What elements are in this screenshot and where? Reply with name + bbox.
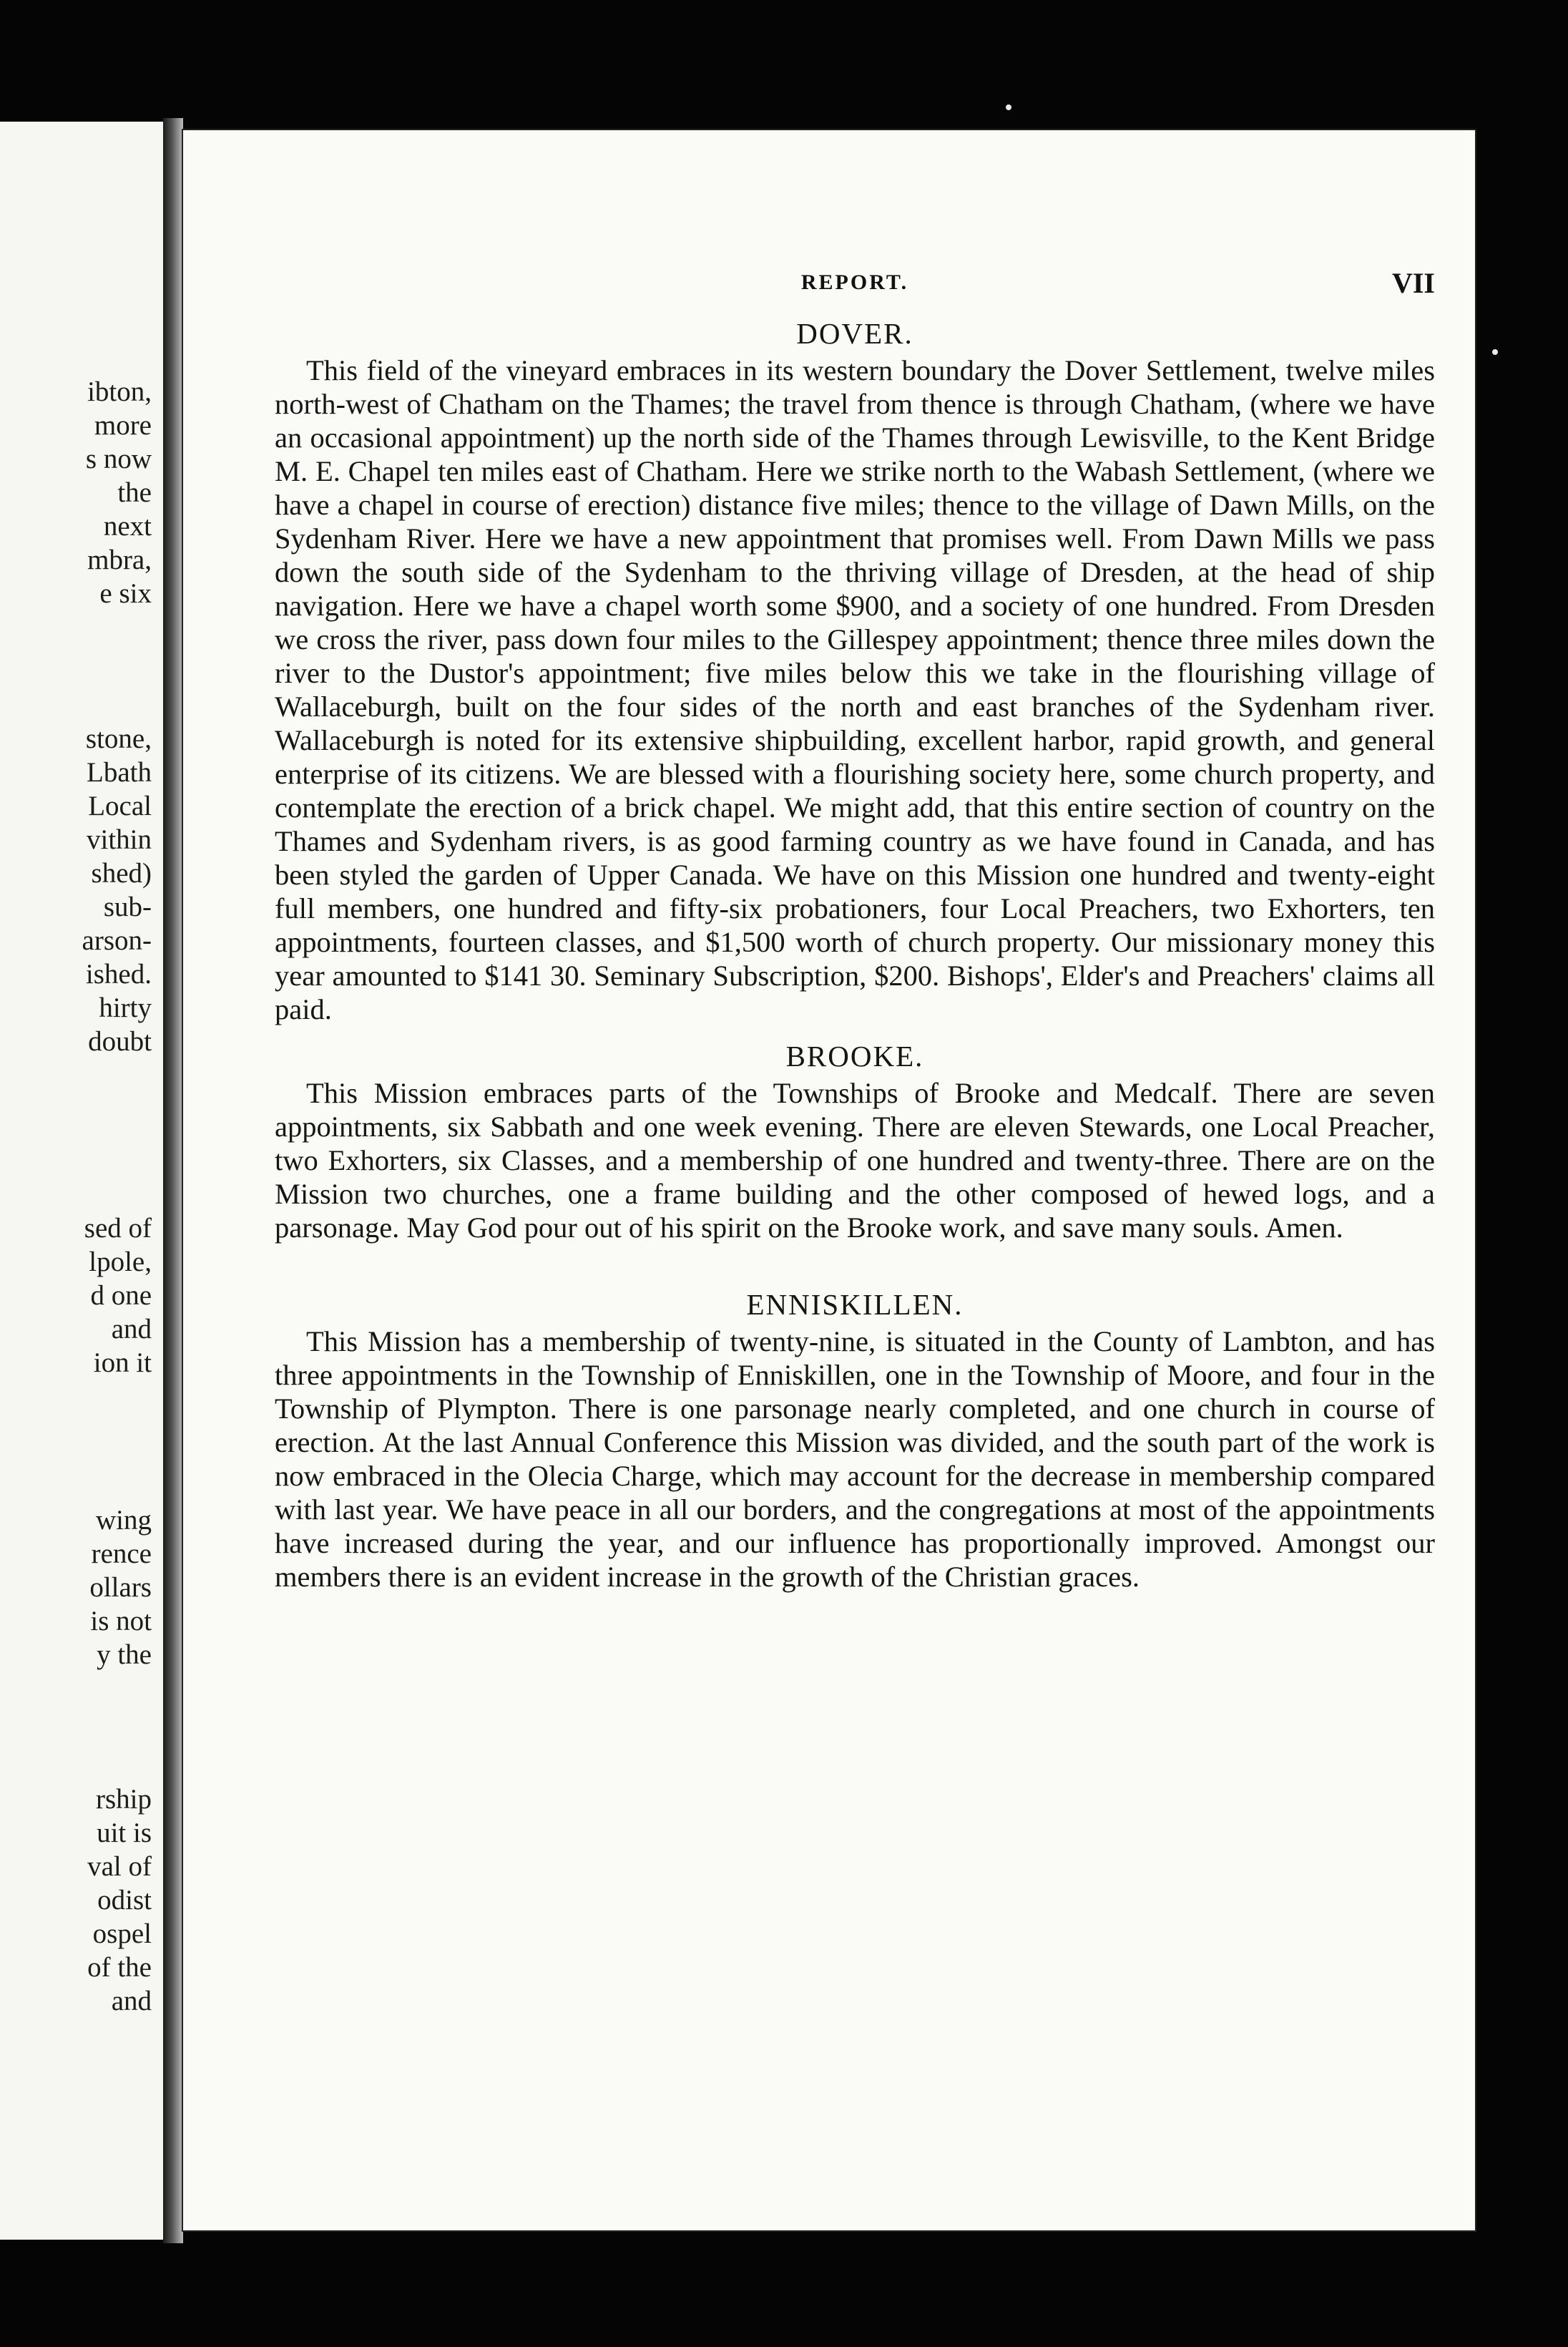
section-paragraph-enniskillen: This Mission has a membership of twenty-nine, is situated in the County of Lambton, and has three appointments in the Township of Enniskillen, one in the Township of Moore, and four in the Township of Plympton. There is one parsonage nearly completed, and one church in course of erection. At the last Annual Conference this Mission was divided, and the south part of the work is now embraced in the Olecia Charge, which may account for the decrease in membership compared with last year. We have peace in all our borders, and the congregations at most of the appointments have increased during the year, and our influence has proportionally improved. Amongst our members there is an evident increase in the growth of the Christian graces. — [275, 1325, 1435, 1593]
left-fragment: uit is — [97, 1817, 152, 1848]
section-paragraph-brooke: This Mission embraces parts of the Townships of Brooke and Medcalf. There are seven appointments, six Sabbath and one week evening. There are eleven Stewards, one Local Preacher, two Exhorters, six Classes, and a membership of one hundred and twenty-three. There are on the Mission two churches, one a frame building and the other composed of hewed logs, and a parsonage. May God pour out of his spirit on the Brooke work, and save many souls. Amen. — [275, 1077, 1435, 1244]
left-fragment: more — [94, 410, 152, 441]
left-fragment: arson- — [82, 925, 152, 956]
left-fragment: ibton, — [87, 376, 152, 407]
left-fragment: the — [117, 477, 152, 508]
page-content — [275, 266, 1435, 1594]
left-fragment: vithin — [86, 824, 152, 855]
left-fragment: mbra, — [87, 545, 152, 575]
left-fragment: rence — [91, 1538, 152, 1569]
left-fragment: ospel — [92, 1918, 152, 1949]
left-fragment: y the — [97, 1639, 152, 1670]
left-fragment: odist — [97, 1885, 152, 1916]
left-fragment: e six — [99, 578, 152, 609]
left-fragment: d one — [90, 1280, 152, 1311]
left-fragment: shed) — [91, 858, 152, 889]
left-fragment: of the — [87, 1952, 152, 1983]
section-heading-dover: DOVER. — [796, 317, 913, 350]
left-fragment: next — [103, 511, 152, 542]
left-fragment: Lbath — [87, 757, 152, 788]
section-heading-brooke: BROOKE. — [785, 1040, 924, 1073]
left-fragment: Local — [88, 791, 152, 821]
book-gutter — [163, 118, 183, 2243]
section-heading-enniskillen: ENNISKILLEN. — [746, 1288, 964, 1321]
page-header — [275, 266, 1435, 316]
left-fragment: ion it — [93, 1347, 152, 1378]
left-fragment: doubt — [88, 1026, 152, 1057]
left-fragment: val of — [87, 1851, 152, 1882]
scan-speck — [1006, 104, 1011, 110]
previous-page-edge — [0, 122, 167, 2240]
left-fragment: sub- — [103, 892, 152, 922]
left-fragment: s now — [85, 444, 152, 474]
left-fragment: and — [111, 1986, 152, 2016]
left-fragment: lpole, — [89, 1246, 152, 1277]
left-fragment: rship — [96, 1784, 152, 1815]
left-fragment: is not — [90, 1606, 152, 1636]
left-fragment: sed of — [84, 1213, 152, 1244]
left-fragment: wing — [96, 1505, 152, 1536]
left-fragment: ollars — [89, 1572, 152, 1603]
running-head: REPORT. — [800, 270, 909, 294]
left-fragment: stone, — [85, 723, 152, 754]
left-fragment: hirty — [99, 992, 152, 1023]
left-fragment: ished. — [85, 959, 152, 990]
scan-speck — [1492, 349, 1498, 355]
section-paragraph-dover: This field of the vineyard embraces in its western boundary the Dover Settlement, twelve miles north-west of Chatham on the Thames; the travel from thence is through Chatham, (where we have an occasional appointment) up the north side of the Thames through Lewisville, to the Kent Bridge M. E. Chapel ten miles east of Chatham. Here we strike north to the Wabash Settlement, (where we have a chapel in course of erection) distance five miles; thence to the village of Dawn Mills, on the Sydenham River. Here we have a new appointment that promises well. From Dawn Mills we pass down the south side of the Sydenham to the thriving village of Dresden, at the head of ship navigation. Here we have a chapel worth some $900, and a society of one hundred. From Dresden we cross the river, pass down four miles to the Gillespey appointment; thence three miles down the river to the Dustor's appointment; five miles below this we take in the flourishing village of Wallaceburgh, built on the four sides of the north and east branches of the Sydenham river. Wallaceburgh is noted for its extensive shipbuilding, excellent harbor, rapid growth, and general enterprise of its citizens. We are blessed with a flourishing society here, some church property, and contemplate the erection of a brick chapel. We might add, that this entire section of country on the Thames and Sydenham rivers, is as good farming country as we have found in Canada, and has been styled the garden of Upper Canada. We have on this Mission one hundred and twenty-eight full members, one hundred and fifty-six probationers, four Local Preachers, two Exhorters, ten appointments, fourteen classes, and $1,500 worth of church property. Our missionary money this year amounted to $141 30. Seminary Subscription, $200. Bishops', Elder's and Preachers' claims all paid. — [275, 354, 1435, 1025]
left-fragment: and — [111, 1314, 152, 1345]
page-number: VII — [1391, 267, 1435, 299]
book-page — [183, 130, 1475, 2230]
